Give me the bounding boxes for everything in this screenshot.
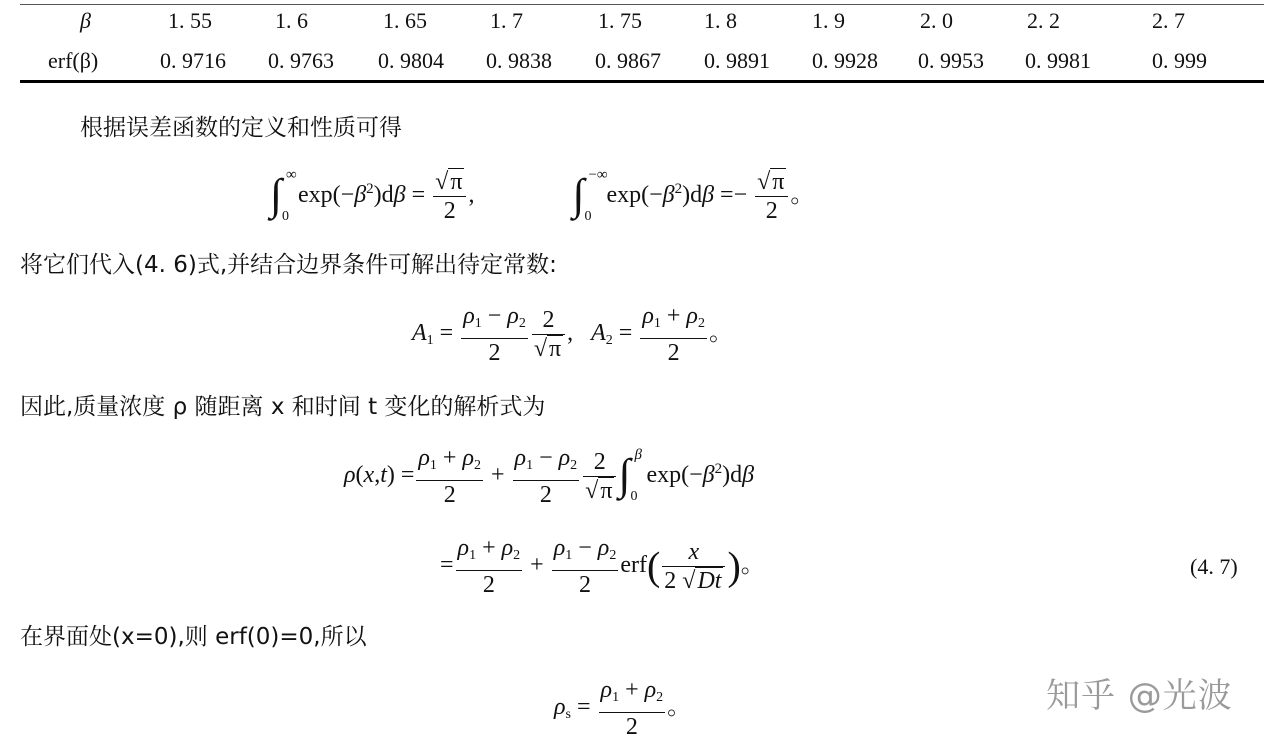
- watermark: 知乎 @光波: [1046, 676, 1233, 716]
- table-cell: 0. 999: [1152, 48, 1207, 73]
- equation-constants: $A_1$ = $\frac{\rho_1 - \rho_2}{2}$ $\frac{2}{√\pi}$ , $A_2$ = $\frac{\rho_1 + \rho_2}{2}$ 。: [412, 303, 733, 366]
- table-rule-mid: [20, 4, 1264, 5]
- table-cell: 1. 75: [598, 8, 642, 33]
- paragraph-2: 将它们代入(4. 6)式,并结合边界条件可解出待定常数:: [20, 252, 557, 278]
- table-cell: 0. 9981: [1025, 48, 1091, 73]
- equation-number: (4. 7): [1190, 554, 1238, 579]
- equation-solution-line2: = $\frac{\rho_1 + \rho_2}{2}$ + $\frac{\rho_1 - \rho_2}{2}$ erf( $\frac{x}{2 √Dt}$ )。: [440, 535, 765, 598]
- table-cell: 2. 7: [1152, 8, 1185, 33]
- equation-interface: $\rho_s$ = $\frac{\rho_1 + \rho_2}{2}$ 。: [554, 677, 692, 740]
- table-cell: 1. 6: [275, 8, 308, 33]
- table-row: [0, 6, 1282, 36]
- table-cell: 2. 2: [1027, 8, 1060, 33]
- table-cell: 1. 9: [812, 8, 845, 33]
- table-row-label: β: [80, 8, 91, 33]
- table-cell: 2. 0: [920, 8, 953, 33]
- table-cell: 0. 9953: [918, 48, 984, 73]
- equation-integrals: ∫ ∞ 0 $\exp(-\beta^2)d\beta$ = $\frac{√\pi}{2}$ , ∫ −∞ 0 $\exp(-\beta^2)d\beta$ =− $\frac{√\pi}{2}$ 。: [270, 166, 815, 224]
- table-cell: 0. 9716: [160, 48, 226, 73]
- table-row-label: erf(β): [48, 48, 99, 73]
- equation-solution-line1: ρ(x,t) = $\frac{\rho_1 + \rho_2}{2}$ + $\frac{\rho_1 - \rho_2}{2}$ $\frac{2}{√\pi}$ ∫ β 0 $\exp(-\beta^2)d\beta$: [344, 445, 755, 508]
- table-rule-bottom: [20, 80, 1264, 83]
- table-cell: 0. 9838: [486, 48, 552, 73]
- paragraph-4: 在界面处(x=0),则 erf(0)=0,所以: [20, 624, 367, 650]
- table-cell: 1. 55: [168, 8, 212, 33]
- table-cell: 1. 65: [383, 8, 427, 33]
- table-cell: 0. 9891: [704, 48, 770, 73]
- table-row: [0, 46, 1282, 76]
- table-cell: 0. 9867: [595, 48, 661, 73]
- table-cell: 0. 9804: [378, 48, 444, 73]
- table-cell: 0. 9763: [268, 48, 334, 73]
- table-cell: 0. 9928: [812, 48, 878, 73]
- table-cell: 1. 7: [490, 8, 523, 33]
- paragraph-3: 因此,质量浓度 ρ 随距离 x 和时间 t 变化的解析式为: [20, 394, 546, 420]
- table-cell: 1. 8: [704, 8, 737, 33]
- paragraph-1: 根据误差函数的定义和性质可得: [80, 115, 402, 141]
